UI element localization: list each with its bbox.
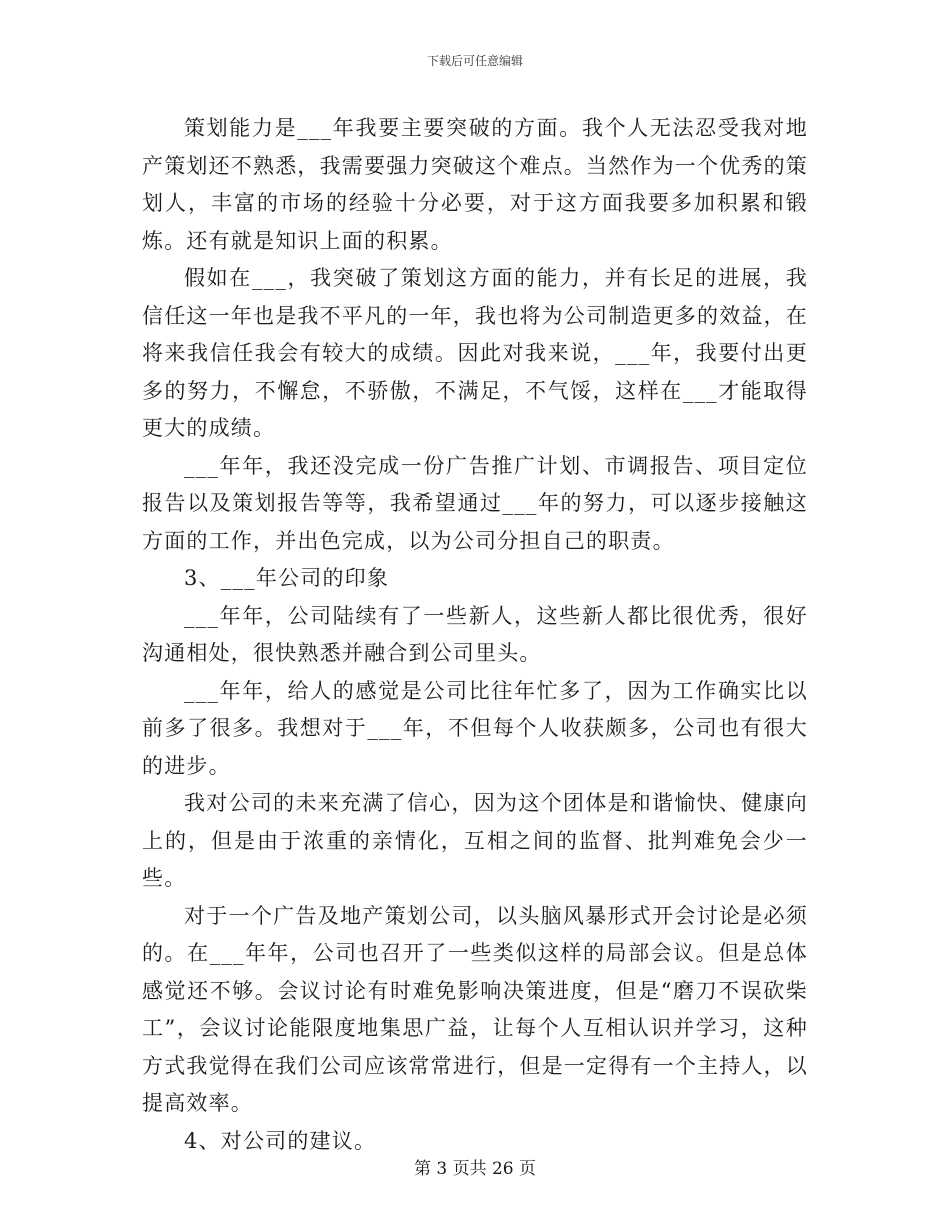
section-heading-company-impression: 3、___年公司的印象 xyxy=(184,566,390,590)
paragraph-planning-ability: 策划能力是___年我要主要突破的方面。我个人无法忍受我对地产策划还不熟悉，我需要强力突破这个难点。当然作为一个优秀的策划人，丰富的市场的经验十分必要，对于这方面我要多加积累和锻炼。还有就是知识上面的积累。 xyxy=(142,116,808,253)
paragraph-confidence: 我对公司的未来充满了信心，因为这个团体是和谐愉快、健康向上的，但是由于浓重的亲情化，互相之间的监督、批判难免会少一些。 xyxy=(142,791,808,890)
page-header: 下载后可任意编辑 xyxy=(426,54,523,68)
section-heading-suggestions: 4、对公司的建议。 xyxy=(184,1128,377,1153)
page-footer: 第 3 页共 26 页 xyxy=(413,1159,537,1179)
document-body xyxy=(142,110,808,1160)
paragraph-reports-plan: ___年年，我还没完成一份广告推广计划、市调报告、项目定位报告以及策划报告等等，我希望通过___年的努力，可以逐步接触这方面的工作，并出色完成，以为公司分担自己的职责。 xyxy=(142,453,808,553)
paragraph-breakthrough: 假如在___，我突破了策划这方面的能力，并有长足的进展，我信任这一年也是我不平凡的一年，我也将为公司制造更多的效益，在将来我信任我会有较大的成绩。因此对我来说，___年，我要付出更多的努力，不懈怠，不骄傲，不满足，不气馁，这样在___才能取得更大的成绩。 xyxy=(142,266,808,440)
paragraph-brainstorm-meetings: 对于一个广告及地产策划公司，以头脑风暴形式开会讨论是必须的。在___年年，公司也召开了一些类似这样的局部会议。但是总体感觉还不够。会议讨论有时难免影响决策进度，但是“磨刀不误砍柴工”，会议讨论能限度地集思广益，让每个人互相认识并学习，这种方式我觉得在我们公司应该常常进行，但是一定得有一个主持人，以提高效率。 xyxy=(142,903,808,1115)
paragraph-new-people: ___年年，公司陆续有了一些新人，这些新人都比很优秀，很好沟通相处，很快熟悉并融合到公司里头。 xyxy=(142,603,808,665)
paragraph-busier-year: ___年年，给人的感觉是公司比往年忙多了，因为工作确实比以前多了很多。我想对于___年，不但每个人收获颇多，公司也有很大的进步。 xyxy=(142,678,808,778)
